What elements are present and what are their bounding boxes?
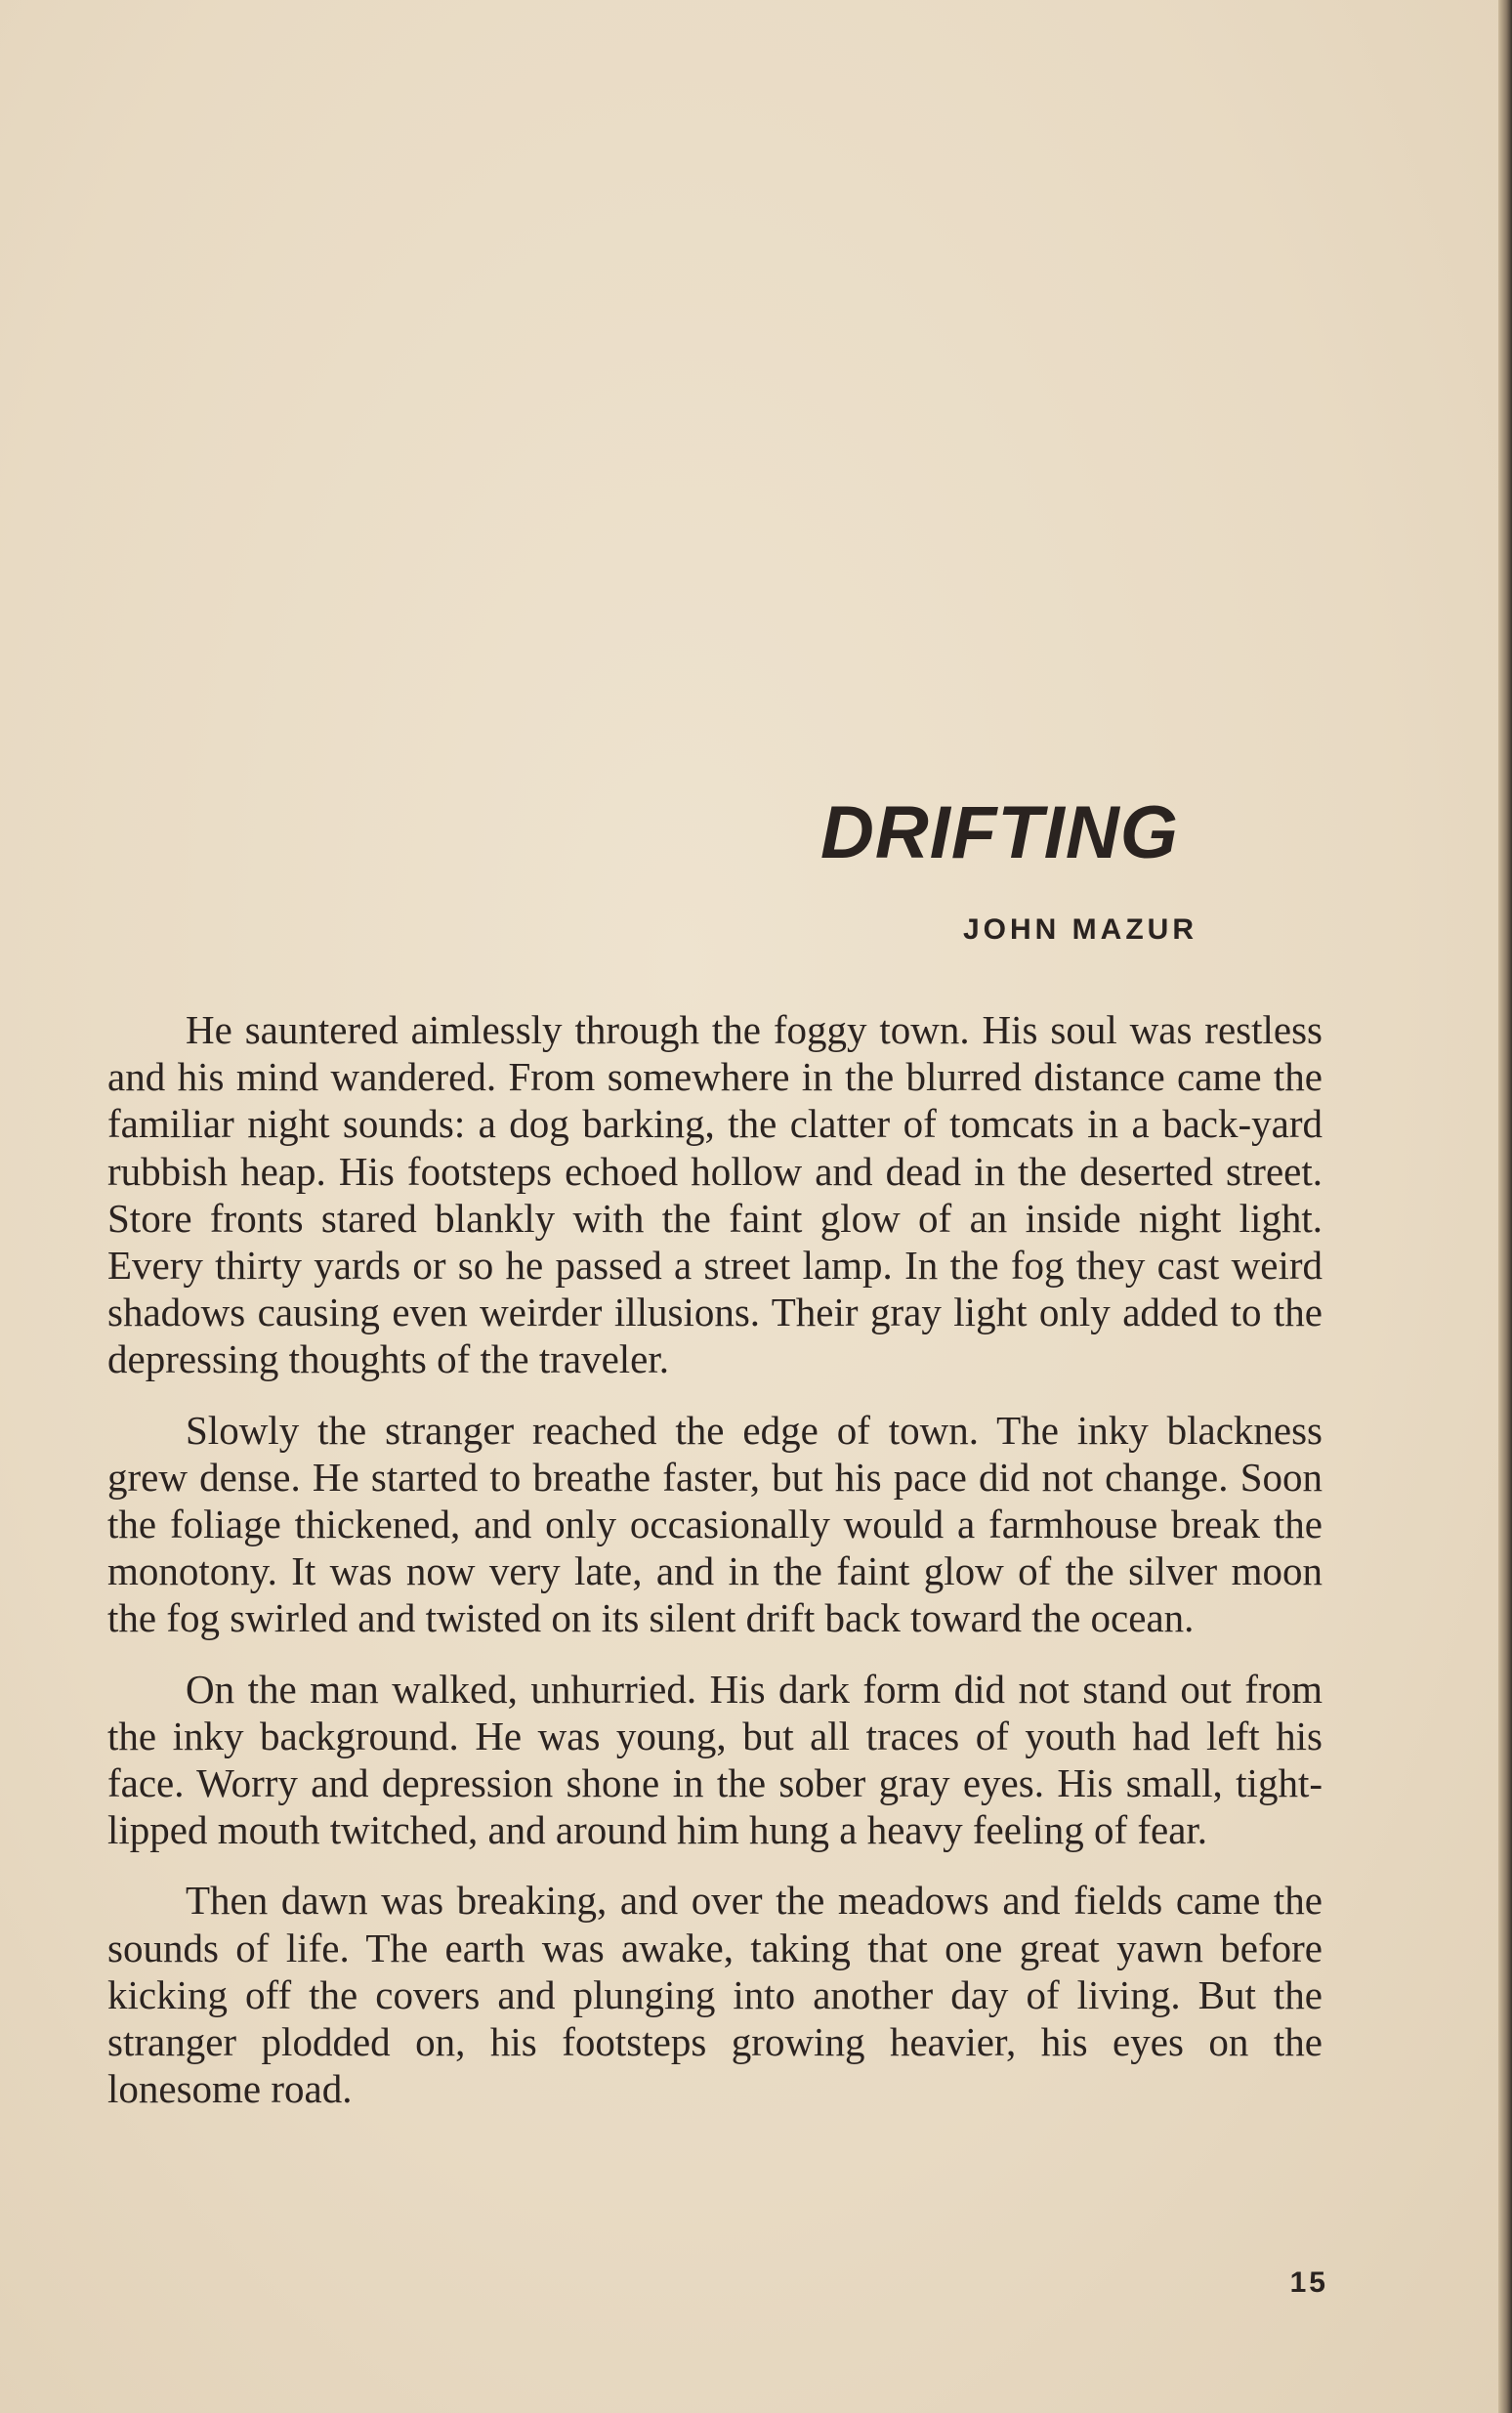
page-spine-edge bbox=[1498, 0, 1512, 2413]
article-title: DRIFTING bbox=[820, 791, 1179, 874]
page-number: 15 bbox=[1289, 2266, 1328, 2299]
article-author: JOHN MAZUR bbox=[963, 913, 1197, 946]
paragraph-3: On the man walked, unhurried. His dark form did not stand out from the inky background. He was young, but all traces of youth had left his face. Worry and depression shone in the sober gray eyes. His small, tight-lipped mouth twitched, and around him hung a heavy feeling of fear. bbox=[107, 1666, 1323, 1853]
article-body bbox=[107, 1006, 1323, 2136]
paragraph-2: Slowly the stranger reached the edge of town. The inky blackness grew dense. He started to breathe faster, but his pace did not change. Soon the foliage thickened, and only occasionally would a farmhouse break the monotony. It was now very late, and in the faint glow of the silver moon the fog swirled and twisted on its silent drift back toward the ocean. bbox=[107, 1407, 1323, 1641]
paragraph-1: He sauntered aimlessly through the foggy town. His soul was restless and his mind wandered. From somewhere in the blurred distance came the familiar night sounds: a dog barking, the clatter of tomcats in a back-yard rubbish heap. His footsteps echoed hollow and dead in the deserted street. Store fronts stared blankly with the faint glow of an inside night light. Every thirty yards or so he passed a street lamp. In the fog they cast weird shadows causing even weirder illusions. Their gray light only added to the depressing thoughts of the traveler. bbox=[107, 1007, 1323, 1382]
paragraph-4: Then dawn was breaking, and over the meadows and fields came the sounds of life. The earth was awake, taking that one great yawn before kicking off the covers and plunging into another day of living. But the stranger plodded on, his footsteps growing heavier, his eyes on the lonesome road. bbox=[107, 1878, 1323, 2112]
